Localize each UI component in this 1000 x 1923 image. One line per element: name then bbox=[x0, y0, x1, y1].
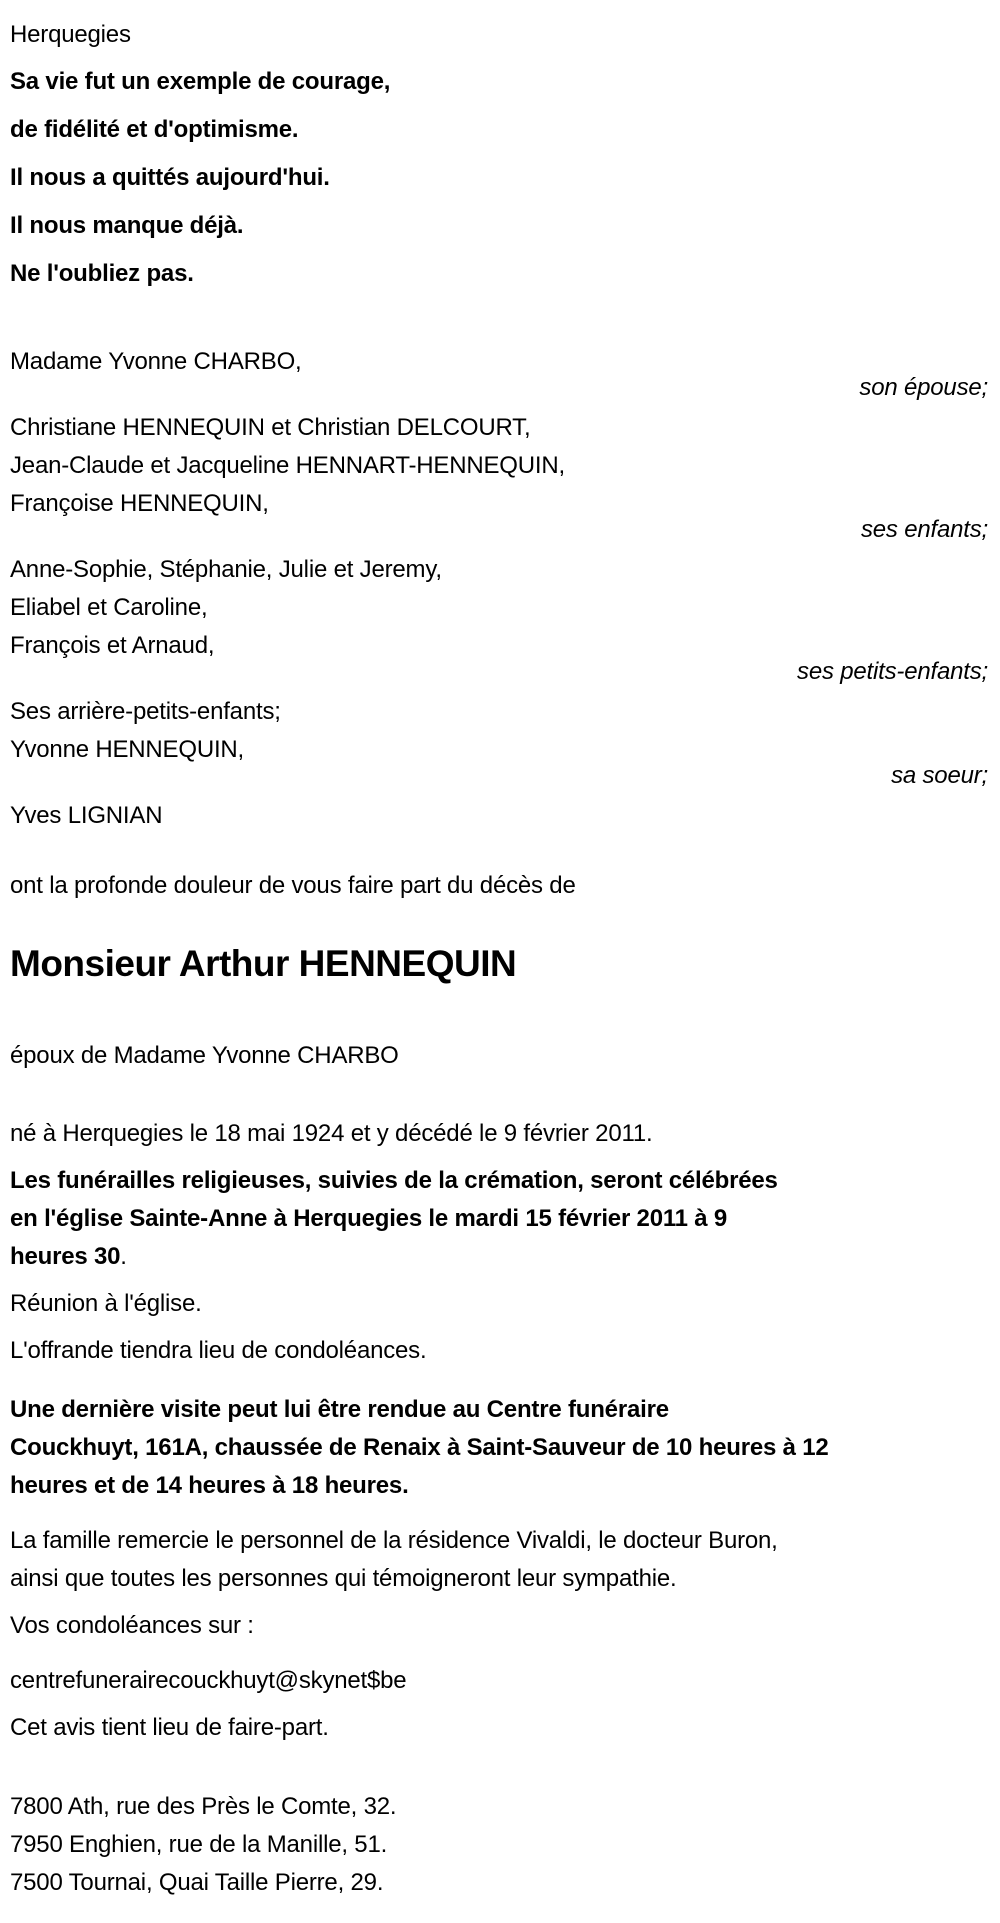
family-member-line bbox=[10, 589, 988, 627]
email-line bbox=[10, 1662, 988, 1700]
offering-line bbox=[10, 1332, 988, 1370]
visitation-line bbox=[10, 1391, 988, 1429]
funeral-details-line bbox=[10, 1238, 988, 1276]
text-run: Jean-Claude et Jacqueline HENNART-HENNEQUIN, bbox=[10, 452, 565, 479]
text-run: Une dernière visite peut lui être rendue au Centre funéraire bbox=[10, 1396, 669, 1423]
text-run: Christiane HENNEQUIN et Christian DELCOURT, bbox=[10, 414, 531, 441]
text-run: ses petits-enfants; bbox=[797, 658, 988, 685]
text-run: Madame Yvonne CHARBO, bbox=[10, 348, 302, 375]
spouse-line bbox=[10, 1037, 988, 1075]
epitaph-line bbox=[10, 207, 988, 245]
epitaph-line bbox=[10, 63, 988, 101]
family-member-line bbox=[10, 447, 988, 485]
family-member-line bbox=[10, 551, 988, 589]
thanks-line bbox=[10, 1560, 988, 1598]
text-run: Les funérailles religieuses, suivies de la crémation, seront célébrées bbox=[10, 1167, 778, 1194]
text-run: Ne l'oubliez pas. bbox=[10, 260, 194, 287]
text-run: de fidélité et d'optimisme. bbox=[10, 116, 299, 143]
text-run: Yves LIGNIAN bbox=[10, 802, 163, 829]
text-run: Anne-Sophie, Stéphanie, Julie et Jeremy, bbox=[10, 556, 442, 583]
text-run: ses enfants; bbox=[860, 516, 988, 543]
blank-line bbox=[10, 1514, 988, 1522]
address-line bbox=[10, 1864, 988, 1902]
text-run: François et Arnaud, bbox=[10, 632, 215, 659]
family-member-line bbox=[10, 693, 988, 731]
blank-line bbox=[10, 1379, 988, 1391]
text-run: . bbox=[120, 1243, 127, 1270]
blank-line bbox=[10, 1756, 988, 1788]
text-run: Vos condoléances sur : bbox=[10, 1612, 254, 1639]
text-run: Couckhuyt, 161A, chaussée de Renaix à Saint-Sauveur de 10 heures à 12 bbox=[10, 1434, 829, 1461]
text-run: Eliabel et Caroline, bbox=[10, 594, 208, 621]
condolences-line bbox=[10, 1607, 988, 1645]
text-run: Sa vie fut un exemple de courage, bbox=[10, 68, 391, 95]
text-run: 7500 Tournai, Quai Taille Pierre, 29. bbox=[10, 1869, 384, 1896]
epitaph-line bbox=[10, 255, 988, 293]
text-run: Françoise HENNEQUIN, bbox=[10, 490, 269, 517]
funeral-details-line bbox=[10, 1162, 988, 1200]
text-run: centrefunerairecouckhuyt@skynet$be bbox=[10, 1667, 407, 1694]
blank-line bbox=[10, 1654, 988, 1662]
text-run: heures et de 14 heures à 18 heures. bbox=[10, 1472, 409, 1499]
reunion-line bbox=[10, 1285, 988, 1323]
text-run: 7800 Ath, rue des Près le Comte, 32. bbox=[10, 1793, 397, 1820]
text-run: Réunion à l'église. bbox=[10, 1290, 202, 1317]
text-run: Yvonne HENNEQUIN, bbox=[10, 736, 245, 763]
text-run: 7950 Enghien, rue de la Manille, 51. bbox=[10, 1831, 388, 1858]
text-run: sa soeur; bbox=[891, 762, 988, 789]
notice-line bbox=[10, 1709, 988, 1747]
text-run: époux de Madame Yvonne CHARBO bbox=[10, 1042, 399, 1069]
notice-body bbox=[10, 16, 988, 1902]
blank-line bbox=[10, 303, 988, 343]
address-line bbox=[10, 1788, 988, 1826]
text-run: Cet avis tient lieu de faire-part. bbox=[10, 1714, 329, 1741]
text-run: heures 30 bbox=[10, 1243, 121, 1270]
thanks-line bbox=[10, 1522, 988, 1560]
family-member-line bbox=[10, 797, 988, 835]
epitaph-line bbox=[10, 159, 988, 197]
deceased-name bbox=[10, 941, 988, 987]
text-run: ainsi que toutes les personnes qui témoigneront leur sympathie. bbox=[10, 1565, 677, 1592]
text-run: La famille remercie le personnel de la résidence Vivaldi, le docteur Buron, bbox=[10, 1527, 778, 1554]
visitation-line bbox=[10, 1429, 988, 1467]
visitation-line bbox=[10, 1467, 988, 1505]
address-line bbox=[10, 1826, 988, 1864]
text-run: son épouse; bbox=[859, 374, 988, 401]
text-run: L'offrande tiendra lieu de condoléances. bbox=[10, 1337, 427, 1364]
place-line bbox=[10, 16, 988, 54]
text-run: en l'église Sainte-Anne à Herquegies le mardi 15 février 2011 à 9 bbox=[10, 1205, 728, 1232]
announcement-line bbox=[10, 867, 988, 905]
birth-death-line bbox=[10, 1115, 988, 1153]
text-run: ont la profonde douleur de vous faire part du décès de bbox=[10, 872, 576, 899]
text-run: Ses arrière-petits-enfants; bbox=[10, 698, 281, 725]
blank-line bbox=[10, 835, 988, 867]
text-run: Monsieur Arthur HENNEQUIN bbox=[10, 943, 517, 984]
family-member-line bbox=[10, 409, 988, 447]
funeral-details-line bbox=[10, 1200, 988, 1238]
text-run: Il nous a quittés aujourd'hui. bbox=[10, 164, 330, 191]
blank-line bbox=[10, 1075, 988, 1115]
text-run: Herquegies bbox=[10, 21, 131, 48]
text-run: né à Herquegies le 18 mai 1924 et y décédé le 9 février 2011. bbox=[10, 1120, 653, 1147]
text-run: Il nous manque déjà. bbox=[10, 212, 244, 239]
epitaph-line bbox=[10, 111, 988, 149]
